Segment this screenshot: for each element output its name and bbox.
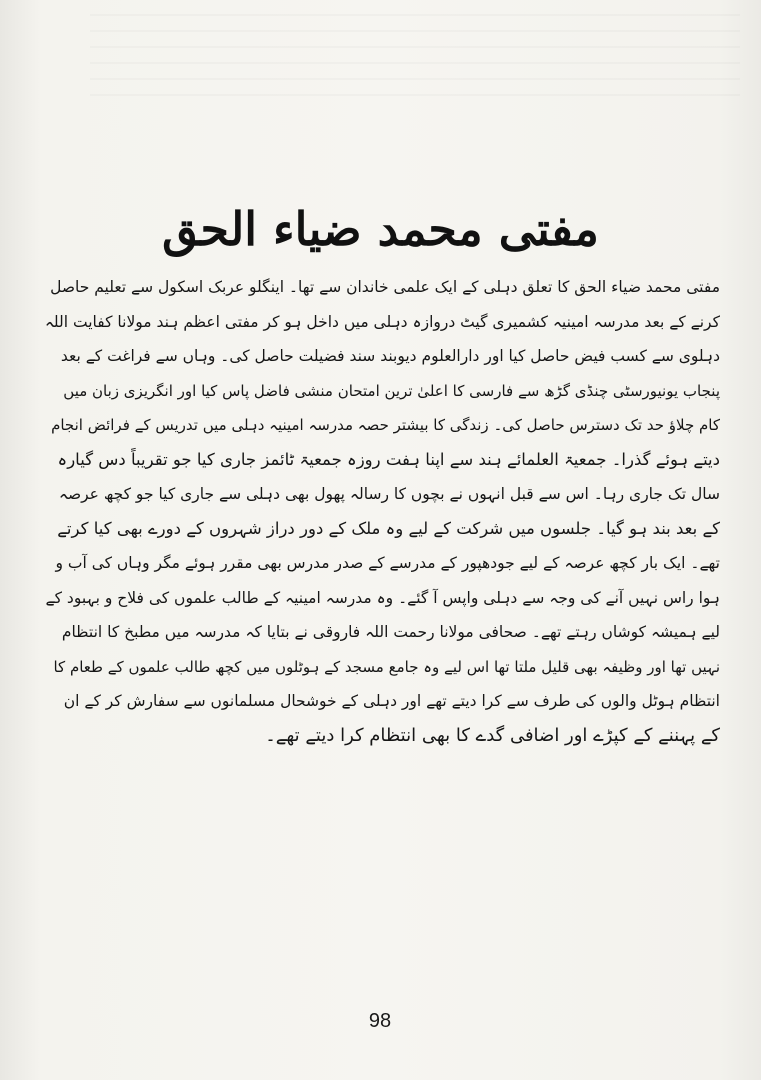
text-line: دہلوی سے کسب فیض حاصل کیا اور دارالعلوم دیوبند سند فضیلت حاصل کی۔ وہاں سے فراغت کے بعد	[60, 347, 720, 365]
text-line: پنجاب یونیورسٹی چنڈی گڑھ سے فارسی کا اعلیٰ ترین امتحان منشی فاضل پاس کیا اور انگریزی زبان میں	[63, 381, 720, 400]
text-line: ہوا راس نہیں آنے کی وجہ سے دہلی واپس آ گئے۔ وہ مدرسہ امینیہ کے طالب علموں کی فلاح و بہبود کے	[45, 588, 720, 607]
page-title: مفتی محمد ضیاء الحق	[162, 202, 599, 256]
text-line: دیتے ہوئے گذرا۔ جمعیۃ العلمائے ہند سے اپنا ہفت روزہ جمعیۃ ٹائمز جاری کیا جو تقریباً دس گیارہ	[57, 449, 720, 469]
text-line: لیے ہمیشہ کوشاں رہتے تھے۔ صحافی مولانا رحمت اللہ فاروقی نے بتایا کہ مدرسہ میں مطبخ کا انتظام	[61, 623, 720, 641]
text-line: انتظام ہوٹل والوں کی طرف سے کرا دیتے تھے اور دہلی کے خوشحال مسلمانوں سے سفارش کر کے ان	[63, 692, 720, 710]
body-paragraph	[44, 270, 720, 753]
text-line: مفتی محمد ضیاء الحق کا تعلق دہلی کے ایک علمی خاندان سے تھا۔ اینگلو عربک اسکول سے تعلیم حاصل	[50, 278, 720, 296]
bleed-through-shadow	[90, 14, 740, 104]
text-line: کے پہننے کے کپڑے اور اضافی گدے کا بھی انتظام کرا دیتے تھے۔	[265, 724, 720, 746]
page-number: 98	[368, 1010, 392, 1032]
text-line: کے بعد بند ہو گیا۔ جلسوں میں شرکت کے لیے وہ ملک کے دور دراز شہروں کے دورے بھی کیا کرتے	[57, 518, 720, 538]
text-line: نہیں تھا اور وظیفہ بھی قلیل ملتا تھا اس لیے وہ جامع مسجد کے ہوٹلوں میں کچھ طالب علموں کے طعام کا	[53, 657, 720, 676]
text-line: کرنے کے بعد مدرسہ امینیہ کشمیری گیٹ دروازہ دہلی میں داخل ہو کر مفتی اعظم ہند مولانا کفایت اللہ	[44, 312, 720, 331]
text-line: تھے۔ ایک بار کچھ عرصہ کے لیے جودھپور کے مدرسے کے صدر مدرس بھی مقرر ہوئے مگر وہاں کی آب و	[55, 554, 720, 572]
text-line: سال تک جاری رہا۔ اس سے قبل انہوں نے بچوں کا رسالہ پھول بھی دہلی سے جاری کیا جو کچھ عرصہ	[58, 485, 720, 503]
text-line: کام چلاؤ حد تک دسترس حاصل کی۔ زندگی کا بیشتر حصہ مدرسہ امینیہ دہلی میں تدریس کے فرائض انجام	[51, 416, 720, 434]
